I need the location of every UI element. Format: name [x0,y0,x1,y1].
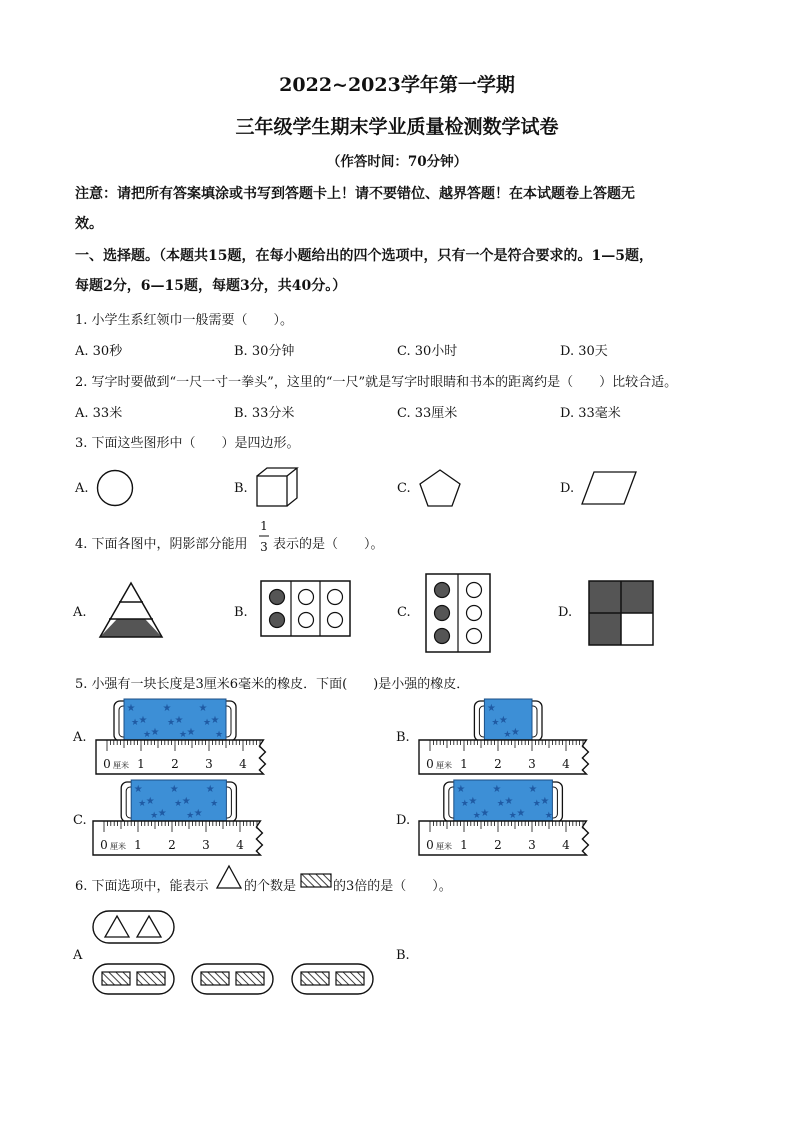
circle-icon [95,469,135,509]
star-decoration: ★ [157,808,167,819]
ruler-tick-label: 2 [494,838,502,852]
ruler-eraser-a [95,697,277,777]
ruler-tick-label: 0 [100,838,108,852]
q4-frac-numerator: 1 [260,519,268,533]
q2-option-c[interactable]: C. 33厘米 [397,406,458,421]
star-decoration: ★ [491,718,500,728]
q4-label-a[interactable]: A. [73,605,87,620]
star-decoration: ★ [456,784,466,795]
ruler-tick-label: 4 [562,838,570,852]
star-decoration: ★ [540,796,550,807]
q6-label-b[interactable]: B. [396,948,410,963]
hatched-group-3 [291,963,375,997]
ruler-tick-label: 4 [236,838,244,852]
ruler-tick-label: 1 [460,838,468,852]
star-decoration: ★ [486,703,496,714]
hatched-rect-icon [300,873,332,889]
q6-label-a[interactable]: A [73,948,83,963]
star-decoration: ★ [166,718,176,728]
q4-stem-after: 表示的是（ ）。 [273,537,384,552]
q6-stem-before: 6. 下面选项中，能表示 [75,879,209,894]
q1-option-b[interactable]: B. 30分钟 [234,344,295,359]
square-quarters-icon [588,580,656,648]
q1-stem: 1. 小学生系红领巾一般需要（ ）。 [75,313,294,328]
q4-label-c[interactable]: C. [397,605,411,620]
notice-line-2: 效。 [75,216,103,232]
q3-label-d[interactable]: D. [560,481,575,496]
star-decoration: ★ [186,811,195,821]
star-decoration: ★ [210,715,220,726]
triangle-icon [215,864,243,890]
q4-label-d[interactable]: D. [558,605,573,620]
ruler-tick-label: 3 [528,838,536,852]
q1-option-c[interactable]: C. 30小时 [397,344,458,359]
star-decoration: ★ [492,784,502,795]
ruler-eraser-b [418,697,600,777]
ruler-eraser-d [418,778,600,858]
star-decoration: ★ [496,799,505,809]
star-decoration: ★ [145,796,155,807]
cube-icon [255,466,299,510]
ruler-tick-label: 1 [137,757,145,771]
ruler-tick-label: 0 [426,757,434,771]
ruler-tick-label: 3 [205,757,213,771]
q2-option-d[interactable]: D. 33毫米 [560,406,621,421]
q6-stem-mid: 的个数是 [244,879,297,894]
star-decoration: ★ [214,730,224,740]
ruler-unit-label: 厘米 [436,761,452,770]
star-decoration: ★ [544,811,553,821]
star-decoration: ★ [169,784,179,795]
ruler-unit-label: 厘米 [110,842,126,851]
ruler-tick-label: 1 [460,757,468,771]
q2-option-b[interactable]: B. 33分米 [234,406,295,421]
pentagon-icon [418,468,462,510]
circles-grid-c-icon [425,573,493,655]
star-decoration: ★ [126,703,136,714]
ruler-tick-label: 2 [168,838,176,852]
star-decoration: ★ [130,718,140,728]
star-decoration: ★ [205,784,215,795]
star-decoration: ★ [198,703,208,714]
star-decoration: ★ [516,808,526,819]
star-decoration: ★ [193,808,203,819]
circles-grid-b-icon [260,580,352,638]
q5-stem: 5. 小强有一块长度是3厘米6毫米的橡皮．下面( )是小强的橡皮． [75,677,470,692]
q4-label-b[interactable]: B. [234,605,248,620]
star-decoration: ★ [202,718,212,728]
star-decoration: ★ [508,811,517,821]
ruler-tick-label: 0 [426,838,434,852]
star-decoration: ★ [532,799,541,809]
star-decoration: ★ [174,799,183,809]
star-decoration: ★ [150,811,159,821]
star-decoration: ★ [138,799,147,809]
star-decoration: ★ [181,796,191,807]
ruler-tick-label: 2 [494,757,502,771]
star-decoration: ★ [468,796,478,807]
star-decoration: ★ [504,796,514,807]
star-decoration: ★ [133,784,143,795]
ruler-eraser-c [92,778,274,858]
ruler-unit-label: 厘米 [436,842,452,851]
q4-stem-before: 4. 下面各图中，阴影部分能用 [75,537,248,552]
star-decoration: ★ [138,715,148,726]
q3-label-c[interactable]: C. [397,481,411,496]
hatched-group-2 [191,963,275,997]
ruler-tick-label: 2 [171,757,179,771]
triangles-group [92,910,176,946]
exam-year-title: 2022~2023学年第一学期 [279,74,515,96]
fraction-bar [259,535,269,537]
ruler-tick-label: 1 [134,838,142,852]
q6-stem-after: 的3倍的是（ ）。 [333,879,452,894]
star-decoration: ★ [210,799,219,809]
q1-option-d[interactable]: D. 30天 [560,344,608,359]
q5-label-d[interactable]: D. [396,813,411,828]
q3-stem: 3. 下面这些图形中（ ）是四边形。 [75,436,300,451]
star-decoration: ★ [528,784,538,795]
triangle-shaded-icon [98,580,168,640]
star-decoration: ★ [498,715,508,726]
star-decoration: ★ [460,799,469,809]
star-decoration: ★ [178,730,188,740]
star-decoration: ★ [142,730,152,740]
star-decoration: ★ [150,727,160,738]
star-decoration: ★ [503,730,512,740]
q4-frac-denominator: 3 [260,540,268,554]
hatched-group-1 [92,963,176,997]
q5-label-b[interactable]: B. [396,730,410,745]
ruler-tick-label: 3 [528,757,536,771]
star-decoration: ★ [510,727,520,738]
star-decoration: ★ [186,727,196,738]
star-decoration: ★ [472,811,481,821]
ruler-tick-label: 0 [103,757,111,771]
q2-option-a[interactable]: A. 33米 [75,406,123,421]
section-heading-2: 每题2分，6—15题，每题3分，共40分。） [75,278,347,294]
q2-stem: 2. 写字时要做到“一尺一寸一拳头”，这里的“一尺”就是写字时眼睛和书本的距离约是（ ）比较合适。 [75,375,678,390]
star-decoration: ★ [162,703,172,714]
ruler-tick-label: 4 [562,757,570,771]
star-decoration: ★ [174,715,184,726]
ruler-tick-label: 4 [239,757,247,771]
ruler-tick-label: 3 [202,838,210,852]
star-decoration: ★ [480,808,490,819]
q5-label-a[interactable]: A. [73,730,87,745]
q5-label-c[interactable]: C. [73,813,87,828]
parallelogram-icon [580,470,638,506]
q3-label-a[interactable]: A. [75,481,89,496]
q1-option-a[interactable]: A. 30秒 [75,344,123,359]
exam-time: （作答时间：70分钟） [326,154,468,170]
q3-label-b[interactable]: B. [234,481,248,496]
notice-line-1: 注意：请把所有答案填涂或书写到答题卡上！请不要错位、越界答题！在本试题卷上答题无 [75,186,635,202]
section-heading-1: 一、选择题。（本题共15题，在每小题给出的四个选项中，只有一个是符合要求的。1—5题， [75,248,653,264]
exam-title: 三年级学生期末学业质量检测数学试卷 [235,116,559,138]
ruler-unit-label: 厘米 [113,761,129,770]
